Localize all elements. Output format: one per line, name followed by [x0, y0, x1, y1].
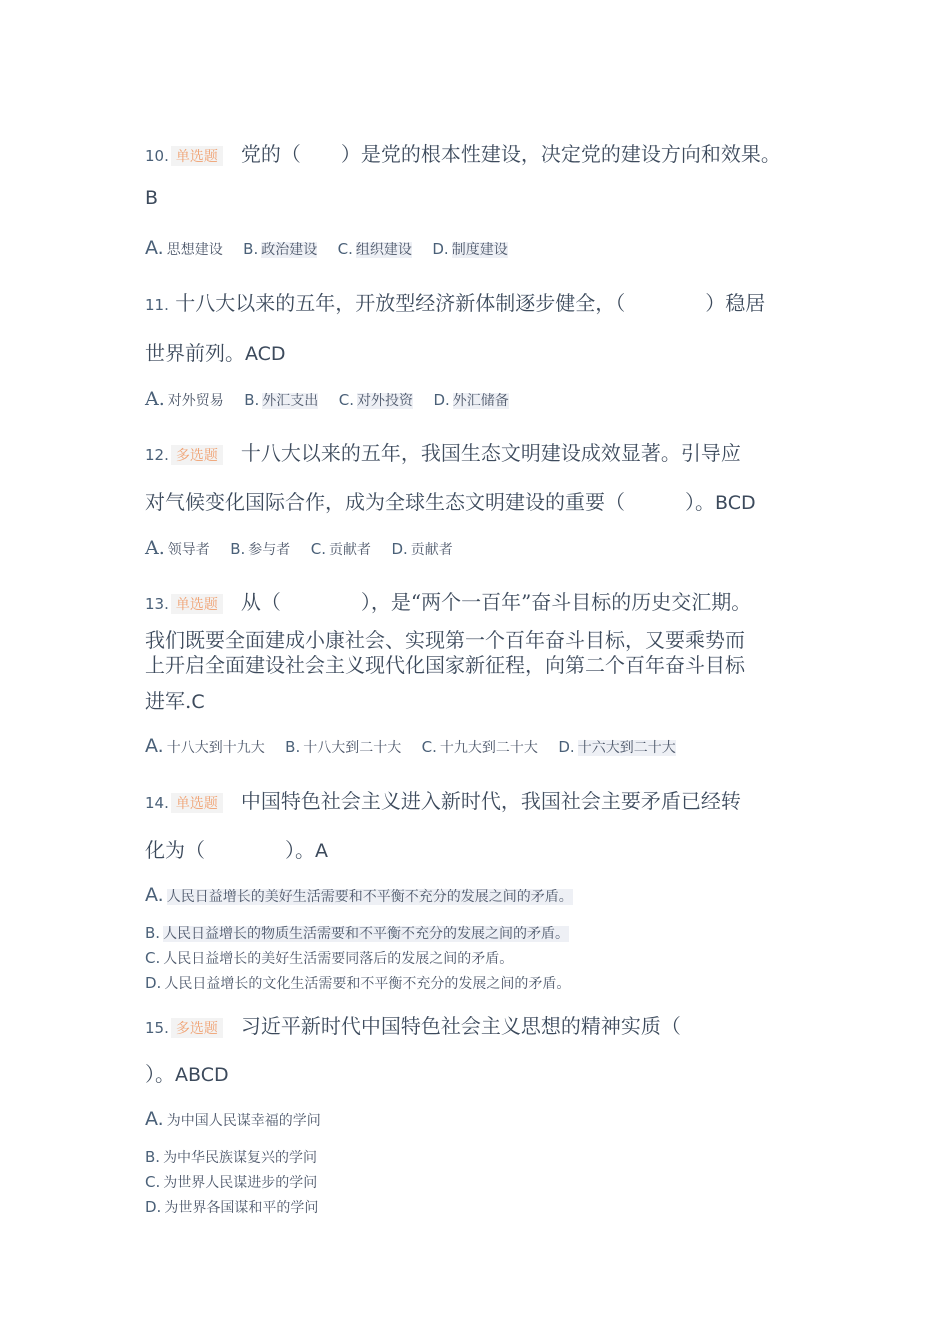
option-label: A.	[145, 884, 164, 906]
question-14-option-c	[145, 948, 513, 968]
option-label: C.	[310, 540, 326, 558]
option-text: 思想建设	[166, 242, 223, 258]
question-15-option-b	[145, 1147, 317, 1167]
option-label: C.	[145, 1173, 161, 1191]
question-type-tag: 多选题	[171, 1018, 223, 1038]
question-text: 对气候变化国际合作，成为全球生态文明建设的重要（ ）。	[145, 490, 715, 514]
question-10-answer: B	[145, 187, 159, 209]
option-text: 十九大到二十大	[439, 740, 538, 756]
question-15-option-c	[145, 1172, 317, 1192]
option-label: B.	[145, 1148, 161, 1166]
question-number: 10.	[145, 147, 169, 165]
question-type-tag: 单选题	[171, 594, 223, 614]
option-text: 制度建设	[451, 242, 508, 258]
question-number: 14.	[145, 794, 169, 812]
question-number: 13.	[145, 595, 169, 613]
question-text: 习近平新时代中国特色社会主义思想的精神实质（	[240, 1014, 681, 1038]
question-13-stem-line4	[145, 685, 205, 714]
question-13-stem-line3	[145, 649, 745, 678]
option-text: 人民日益增长的文化生活需要和不平衡不充分的发展之间的矛盾。	[164, 976, 571, 992]
question-text: 党的（ ）是党的根本性建设，决定党的建设方向和效果。	[240, 142, 781, 166]
option-label: A.	[145, 735, 164, 757]
option-label: D.	[391, 540, 408, 558]
question-text: 十八大以来的五年，我国生态文明建设成效显著。引导应	[240, 441, 741, 465]
question-text: 从（ ），是“两个一百年”奋斗目标的历史交汇期。	[240, 590, 752, 614]
option-label: C.	[337, 240, 353, 258]
option-label: C.	[421, 738, 437, 756]
option-text: 十六大到二十大	[577, 740, 676, 756]
question-15-answer: ABCD	[175, 1064, 229, 1086]
question-text: 上开启全面建设社会主义现代化国家新征程，向第二个百年奋斗目标	[145, 653, 745, 677]
question-number: 11.	[145, 296, 169, 314]
option-text: 贡献者	[328, 542, 371, 558]
question-13-stem	[145, 586, 751, 615]
option-text: 外汇储备	[452, 393, 509, 409]
option-text: 为中国人民谋幸福的学问	[166, 1113, 321, 1129]
option-text: 领导者	[167, 542, 210, 558]
option-text: 十八大到十九大	[166, 740, 265, 756]
option-label: A.	[145, 537, 165, 559]
option-label: A.	[145, 388, 165, 410]
question-15-stem	[145, 1010, 681, 1039]
question-12-answer: BCD	[715, 492, 756, 514]
option-label: A.	[145, 1108, 164, 1130]
option-text: 为中华民族谋复兴的学问	[163, 1150, 318, 1166]
question-text: 我们既要全面建成小康社会、实现第一个百年奋斗目标，又要乘势而	[145, 628, 745, 652]
question-15-stem-line2	[145, 1058, 229, 1087]
question-10-options	[145, 237, 508, 259]
question-11-stem	[145, 287, 765, 316]
question-14-answer: A	[315, 840, 328, 862]
question-text: 中国特色社会主义进入新时代，我国社会主要矛盾已经转	[240, 789, 741, 813]
question-13-options	[145, 735, 676, 757]
option-text: 贡献者	[410, 542, 453, 558]
option-text: 人民日益增长的美好生活需要同落后的发展之间的矛盾。	[163, 951, 514, 967]
question-14-stem	[145, 785, 741, 814]
option-label: D.	[145, 1198, 162, 1216]
question-text: 世界前列。	[145, 341, 245, 365]
option-label: D.	[432, 240, 449, 258]
option-text: 为世界各国谋和平的学问	[164, 1200, 319, 1216]
question-15-option-d	[145, 1197, 318, 1217]
option-text: 对外贸易	[167, 393, 224, 409]
option-text: 政治建设	[261, 242, 318, 258]
option-text: 对外投资	[356, 393, 413, 409]
option-text: 组织建设	[355, 242, 412, 258]
question-14-stem-line2	[145, 834, 328, 863]
question-text: 化为（ ）。	[145, 838, 315, 862]
option-label: A.	[145, 237, 164, 259]
question-14-option-a	[145, 884, 573, 906]
option-text: 外汇支出	[262, 393, 319, 409]
option-label: D.	[558, 738, 575, 756]
question-text: 十八大以来的五年，开放型经济新体制逐步健全，（ ）稳居	[175, 291, 766, 315]
question-11-options	[145, 388, 509, 410]
option-label: D.	[433, 391, 450, 409]
option-text: 参与者	[248, 542, 291, 558]
question-14-option-b	[145, 923, 569, 943]
question-11-stem-line2	[145, 337, 286, 366]
question-number: 15.	[145, 1019, 169, 1037]
question-12-stem-line2	[145, 486, 756, 515]
question-text: ）。	[145, 1062, 175, 1086]
option-text: 十八大到二十大	[303, 740, 402, 756]
option-text: 人民日益增长的美好生活需要和不平衡不充分的发展之间的矛盾。	[166, 889, 573, 905]
question-text: 进军.	[145, 689, 192, 713]
question-type-tag: 单选题	[171, 793, 223, 813]
question-type-tag: 单选题	[171, 146, 223, 166]
option-label: C.	[145, 949, 161, 967]
question-14-option-d	[145, 973, 570, 993]
question-12-stem	[145, 437, 741, 466]
question-13-answer: C	[191, 691, 205, 713]
option-label: B.	[145, 924, 161, 942]
option-text: 人民日益增长的物质生活需要和不平衡不充分的发展之间的矛盾。	[163, 926, 570, 942]
option-text: 为世界人民谋进步的学问	[163, 1175, 318, 1191]
option-label: B.	[285, 738, 301, 756]
option-label: B.	[230, 540, 246, 558]
option-label: D.	[145, 974, 162, 992]
question-12-options	[145, 537, 453, 559]
option-label: B.	[244, 391, 260, 409]
option-label: B.	[243, 240, 259, 258]
option-label: C.	[338, 391, 354, 409]
question-11-answer: ACD	[245, 343, 286, 365]
question-type-tag: 多选题	[171, 445, 223, 465]
question-10-stem	[145, 138, 781, 167]
question-number: 12.	[145, 446, 169, 464]
question-15-option-a	[145, 1108, 321, 1130]
